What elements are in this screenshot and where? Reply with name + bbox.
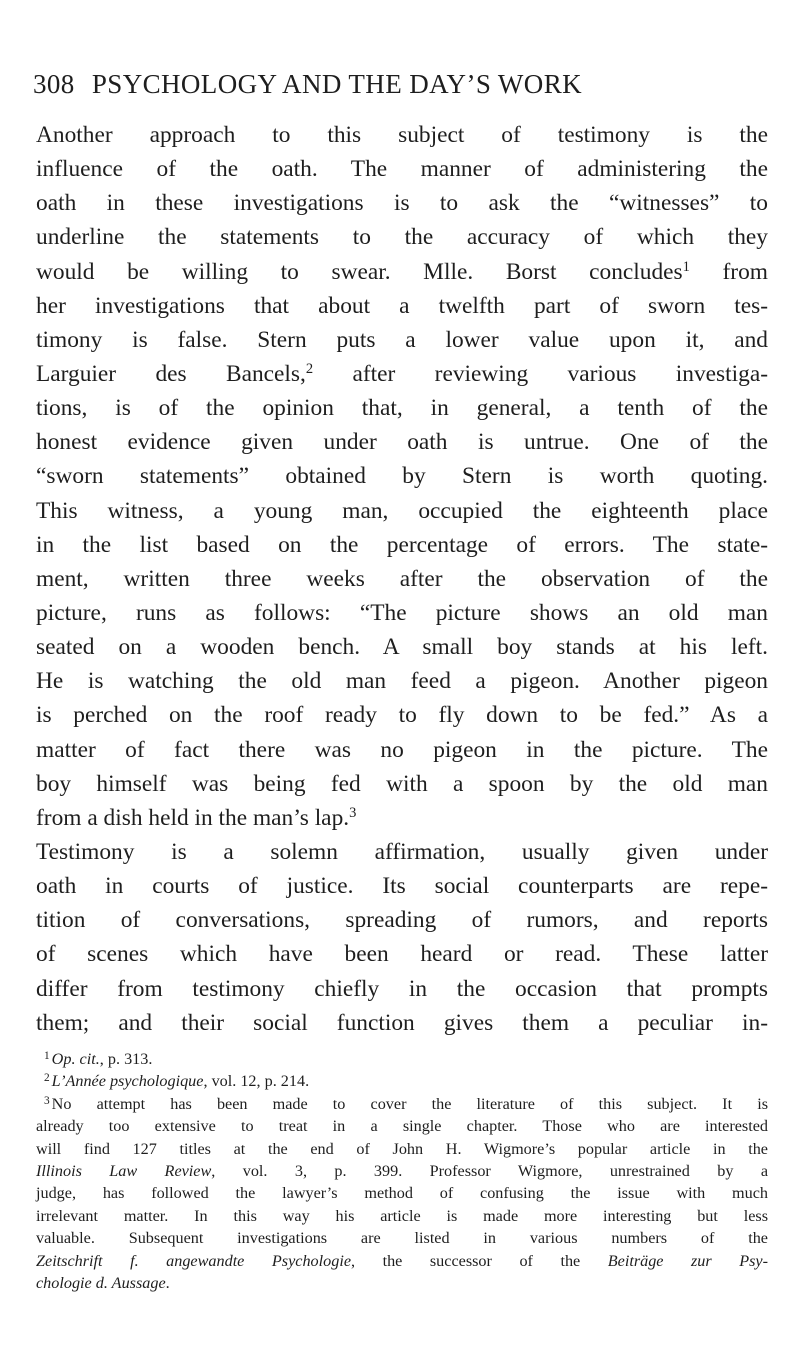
footnote-italic: Zeitschrift f. angewandte Psychologie — [36, 1251, 352, 1270]
footnote-line: judge, has followed the lawyer’s method of confusing the issue with much — [36, 1184, 768, 1203]
text-line: her investigations that about a twelfth part of sworn tes- — [36, 292, 768, 319]
footnote-line: valuable. Subsequent investigations are listed in various numbers of the — [36, 1229, 768, 1248]
text-line: differ from testimony chiefly in the occasion that prompts — [36, 975, 768, 1002]
footnote-italic: Op. cit. — [51, 1050, 100, 1068]
footnote-mark: 2 — [44, 1072, 50, 1085]
text-line: boy himself was being fed with a spoon by the old man — [36, 770, 768, 797]
text-line: oath in these investigations is to ask the “witnesses” to — [36, 190, 768, 217]
footnote-ref-2: 2 — [305, 361, 314, 378]
text-line: underline the statements to the accuracy of which they — [36, 224, 768, 251]
footnote-line — [36, 1250, 768, 1272]
running-title: PSYCHOLOGY AND THE DAY’S WORK — [91, 69, 583, 99]
text-line: in the list based on the percentage of errors. The state- — [36, 531, 768, 558]
footnote-line: already too extensive to treat in a single chapter. Those who are interested — [36, 1117, 768, 1136]
footnote-text: , vol. 12, p. 214. — [203, 1072, 310, 1091]
text-line: is perched on the roof ready to fly down to be fed.” As a — [36, 702, 768, 729]
footnote-text: , p. 313. — [99, 1050, 153, 1068]
page-number: 308 — [33, 69, 75, 99]
footnote-mark: 3 — [44, 1094, 50, 1107]
text-fragment: after reviewing various investiga- — [313, 360, 768, 387]
text-line: tition of conversations, spreading of rumors, and reports — [36, 907, 768, 934]
text-line: matter of fact there was no pigeon in the picture. The — [36, 736, 768, 763]
text-line: “sworn statements” obtained by Stern is worth quoting. — [36, 463, 768, 490]
footnote-italic: L’Année psychologique — [51, 1072, 204, 1091]
running-head — [33, 64, 582, 104]
body-text — [36, 118, 768, 1040]
text-line: of scenes which have been heard or read. These latter — [36, 941, 768, 968]
text-fragment: Larguier des Bancels, — [36, 360, 306, 387]
text-fragment: from — [689, 258, 768, 285]
text-line: honest evidence given under oath is untrue. One of the — [36, 429, 768, 456]
text-line: tions, is of the opinion that, in general, a tenth of the — [36, 395, 768, 422]
footnote-ref-3: 3 — [349, 804, 357, 821]
footnote-text: . — [165, 1273, 170, 1292]
text-line: Testimony is a solemn affirmation, usually given under — [36, 838, 768, 865]
footnote-1 — [36, 1048, 768, 1070]
footnote-text: , the successor of the — [351, 1251, 608, 1270]
text-line — [36, 801, 768, 835]
footnote-text: , vol. 3, p. 399. Professor Wigmore, unrestrained by a — [211, 1161, 768, 1180]
footnote-ref-1: 1 — [682, 258, 690, 275]
footnote-line — [36, 1160, 768, 1182]
text-fragment: from a dish held in the man’s lap. — [36, 804, 350, 831]
text-line: Another approach to this subject of testimony is the — [36, 122, 768, 148]
text-line: them; and their social function gives them a peculiar in- — [36, 1009, 768, 1036]
text-line — [36, 255, 768, 289]
footnote-line — [36, 1272, 768, 1294]
footnote-2 — [36, 1070, 768, 1092]
text-line: picture, runs as follows: “The picture shows an old man — [36, 599, 768, 626]
footnote-line: will find 127 titles at the end of John H. Wigmore’s popular article in the — [36, 1139, 768, 1158]
text-line: timony is false. Stern puts a lower value upon it, and — [36, 326, 768, 353]
text-line — [36, 357, 768, 391]
footnotes — [36, 1048, 768, 1294]
text-line: He is watching the old man feed a pigeon. Another pigeon — [36, 668, 768, 695]
text-line: oath in courts of justice. Its social counterparts are repe- — [36, 873, 768, 900]
text-line: seated on a wooden bench. A small boy stands at his left. — [36, 634, 768, 661]
footnote-italic: Beiträge zur Psy- — [607, 1251, 768, 1270]
text-line: influence of the oath. The manner of administering the — [36, 156, 768, 183]
text-fragment: would be willing to swear. Mlle. Borst concludes — [36, 258, 683, 285]
footnote-line: irrelevant matter. In this way his article is made more interesting but less — [36, 1206, 768, 1225]
footnote-italic: chologie d. Aussage — [36, 1273, 166, 1292]
text-line: This witness, a young man, occupied the eighteenth place — [36, 497, 768, 524]
footnote-3 — [36, 1093, 768, 1115]
text-line: ment, written three weeks after the observation of the — [36, 565, 768, 592]
footnote-italic: Illinois Law Review — [36, 1161, 212, 1180]
footnote-mark: 1 — [44, 1049, 50, 1062]
footnote-text: No attempt has been made to cover the literature of this subject. It is — [51, 1094, 768, 1113]
